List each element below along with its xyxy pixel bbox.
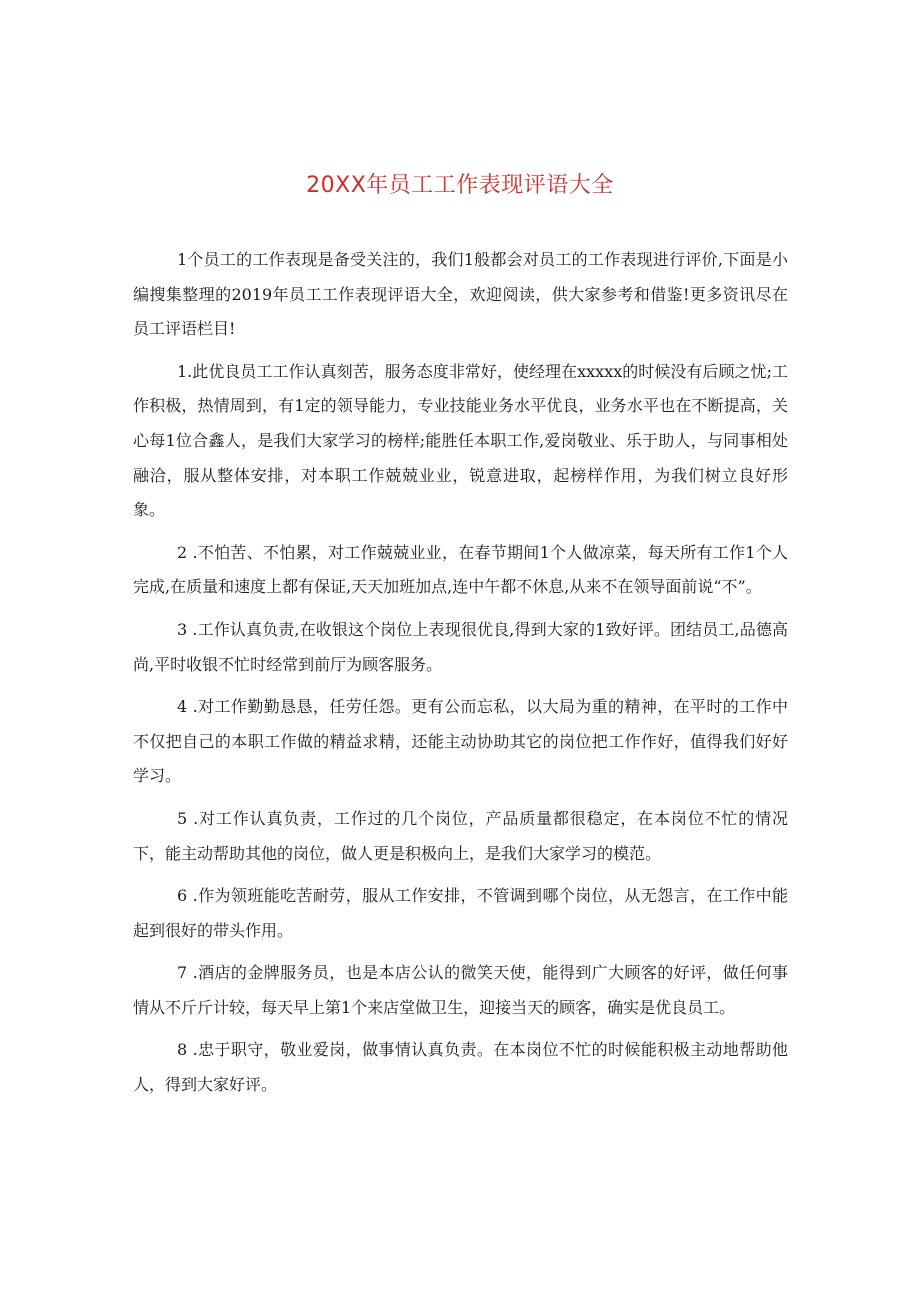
comment-paragraph-3: 3 .工作认真负责,在收银这个岗位上表现很优良,得到大家的1致好评。团结员工,品德高尚,平时收银不忙时经常到前厅为顾客服务。: [133, 619, 788, 674]
comment-paragraph-2: 2 .不怕苦、不怕累，对工作兢兢业业，在春节期间1个人做凉菜，每天所有工作1个人完成,在质量和速度上都有保证,天天加班加点,连中午都不休息,从来不在领导面前说“不”。: [133, 542, 788, 597]
document-title: 20XX年员工工作表现评语大全: [306, 173, 614, 198]
comment-paragraph-1: 1.此优良员工工作认真刻苦，服务态度非常好，使经理在xxxxx的时候没有后顾之忧;工作积极，热情周到，有1定的领导能力，专业技能业务水平优良，业务水平也在不断提高，关心每1位合鑫人，是我们大家学习的榜样;能胜任本职工作,爱岗敬业、乐于助人，与同事相处融洽，服从整体安排，对本职工作兢兢业业，锐意进取，起榜样作用，为我们树立良好形象。: [133, 361, 788, 520]
comment-paragraph-7: 7 .酒店的金牌服务员，也是本店公认的微笑天使，能得到广大顾客的好评，做任何事情从不斤斤计较，每天早上第1个来店堂做卫生，迎接当天的顾客，确实是优良员工。: [133, 963, 788, 1017]
intro-paragraph: 1个员工的工作表现是备受关注的，我们1般都会对员工的工作表现进行评价,下面是小编搜集整理的2019年员工工作表现评语大全，欢迎阅读，供大家参考和借鉴!更多资讯尽在员工评语栏目!: [133, 250, 788, 339]
comment-paragraph-6: 6 .作为领班能吃苦耐劳，服从工作安排，不管调到哪个岗位，从无怨言，在工作中能起到很好的带头作用。: [133, 886, 788, 940]
comment-paragraph-4: 4 .对工作勤勤恳恳，任劳任怨。更有公而忘私，以大局为重的精神，在平时的工作中不仅把自己的本职工作做的精益求精，还能主动协助其它的岗位把工作作好，值得我们好好学习。: [133, 697, 788, 786]
comment-paragraph-5: 5 .对工作认真负责，工作过的几个岗位，产品质量都很稳定，在本岗位不忙的情况下，能主动帮助其他的岗位，做人更是积极向上，是我们大家学习的模范。: [133, 808, 788, 863]
comment-paragraph-8: 8 .忠于职守，敬业爱岗，做事情认真负责。在本岗位不忙的时候能积极主动地帮助他人，得到大家好评。: [133, 1040, 788, 1095]
document-body: [133, 243, 788, 1111]
